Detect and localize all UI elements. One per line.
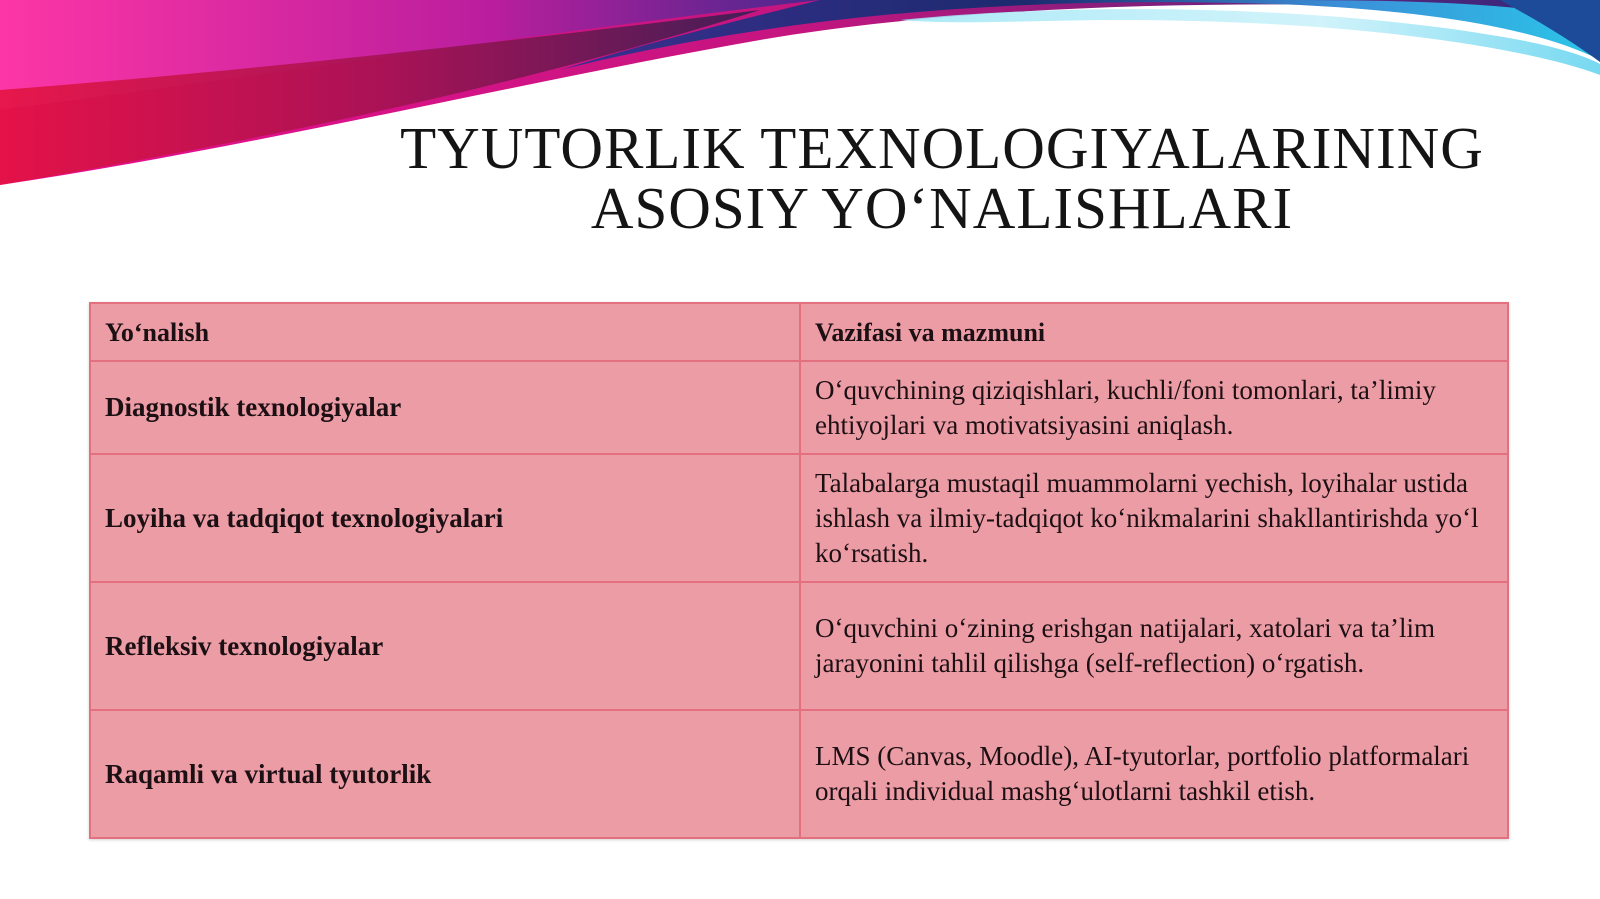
row-direction: Refleksiv texnologiyalar	[90, 582, 800, 710]
slide-title-line-2: ASOSIY YO‘NALISHLARI	[590, 175, 1294, 241]
row-content: Talabalarga mustaqil muammolarni yechish, loyihalar ustida ishlash va ilmiy-tadqiqot ko‘nikmalarini shakllantirishda yo‘l ko‘rsatish.	[800, 454, 1508, 582]
slide-title	[372, 115, 1512, 241]
header-direction: Yo‘nalish	[90, 303, 800, 361]
directions-table	[89, 302, 1509, 839]
row-content: O‘quvchini o‘zining erishgan natijalari, xatolari va ta’lim jarayonini tahlil qilishga (self-reflection) o‘rgatish.	[800, 582, 1508, 710]
row-direction: Raqamli va virtual tyutorlik	[90, 710, 800, 838]
row-direction: Diagnostik texnologiyalar	[90, 361, 800, 454]
table-row	[90, 361, 1508, 454]
table-row	[90, 582, 1508, 710]
row-direction: Loyiha va tadqiqot texnologiyalari	[90, 454, 800, 582]
header-content: Vazifasi va mazmuni	[800, 303, 1508, 361]
row-content: O‘quvchining qiziqishlari, kuchli/foni tomonlari, ta’limiy ehtiyojlari va motivatsiyasini aniqlash.	[800, 361, 1508, 454]
table-row	[90, 454, 1508, 582]
table-header-row	[90, 303, 1508, 361]
slide-title-line-1: TYUTORLIK TEXNOLOGIYALARINING	[400, 115, 1484, 181]
table-row	[90, 710, 1508, 838]
row-content: LMS (Canvas, Moodle), AI-tyutorlar, portfolio platformalari orqali individual mashg‘ulotlarni tashkil etish.	[800, 710, 1508, 838]
